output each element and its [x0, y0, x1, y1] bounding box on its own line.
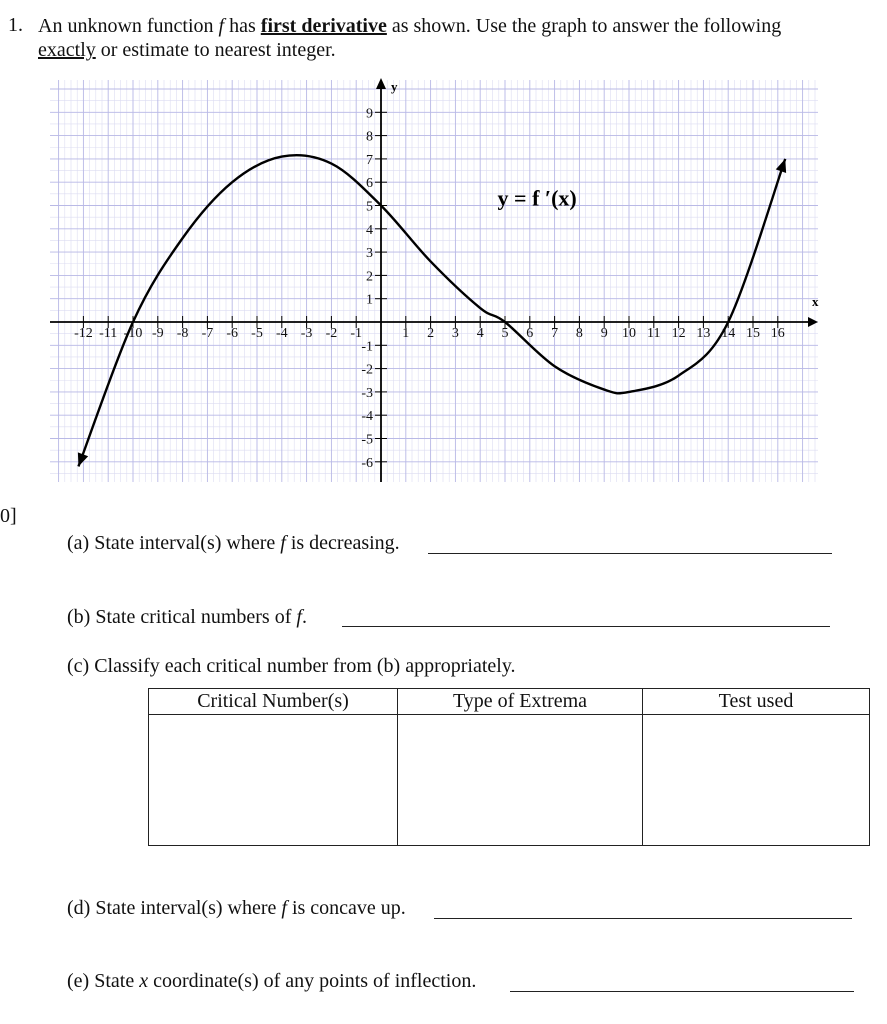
x-tick-label: 2 — [427, 326, 435, 341]
x-tick-label: 5 — [501, 326, 509, 341]
y-tick-label: 8 — [366, 129, 373, 145]
x-axis-title: x — [812, 294, 819, 309]
cell-test-used[interactable] — [643, 715, 870, 846]
x-tick-label: 8 — [575, 326, 583, 341]
part-b-function: f — [296, 606, 302, 628]
y-tick-label: 2 — [366, 269, 373, 285]
part-e-variable: x — [139, 970, 149, 992]
cell-type-of-extrema[interactable] — [398, 715, 643, 846]
prompt-function-name: f — [218, 15, 225, 37]
part-b-answer-line[interactable] — [342, 626, 830, 627]
prompt-intro-after: as shown. Use the graph to answer the following — [386, 15, 782, 37]
part-a-label: (a) — [67, 532, 90, 554]
y-tick-label: -3 — [361, 385, 373, 401]
x-tick-label: 10 — [622, 326, 636, 341]
y-tick-label: 5 — [366, 199, 373, 215]
x-tick-label: -9 — [151, 326, 164, 341]
x-axis-arrow — [808, 317, 818, 327]
x-tick-label: -5 — [251, 326, 263, 341]
x-tick-label: 12 — [671, 326, 686, 341]
part-c — [67, 655, 516, 678]
y-tick-label: 7 — [366, 152, 373, 168]
x-tick-label: 6 — [526, 326, 534, 341]
part-e — [67, 970, 476, 993]
y-tick-label: -5 — [361, 432, 373, 448]
grid-minor — [50, 80, 818, 482]
prompt-intro-before: An unknown function — [38, 15, 219, 37]
y-tick-labels — [361, 106, 373, 471]
part-a-answer-line[interactable] — [428, 553, 832, 554]
x-tick-label: -12 — [74, 326, 93, 341]
curve-arrow-right — [776, 159, 786, 173]
header-critical-numbers: Critical Number(s) — [149, 689, 398, 715]
x-tick-label: 15 — [746, 326, 760, 341]
part-e-text-after: coordinate(s) of any points of inflection. — [148, 970, 477, 992]
part-b — [67, 606, 307, 629]
header-test-used: Test used — [643, 689, 870, 715]
x-tick-label: 16 — [770, 326, 785, 341]
y-tick-label: 6 — [366, 176, 373, 192]
part-e-text-before: State — [94, 970, 140, 992]
prompt-first-derivative: first derivative — [260, 15, 387, 37]
part-e-answer-line[interactable] — [510, 991, 854, 992]
derivative-curve-path — [78, 152, 785, 466]
prompt-exactly: exactly — [38, 39, 96, 61]
part-c-text: Classify each critical number from (b) appropriately. — [94, 655, 516, 677]
curve-label: y = f ′(x) — [497, 185, 577, 211]
axes — [50, 78, 818, 482]
x-tick-label: 7 — [551, 326, 559, 341]
y-tick-label: -2 — [361, 362, 373, 378]
part-e-label: (e) — [67, 970, 90, 992]
part-a-text-after: is decreasing. — [285, 532, 400, 554]
part-c-label: (c) — [67, 655, 90, 677]
y-tick-label: -4 — [361, 409, 373, 425]
part-d-text-before: State interval(s) where — [95, 897, 282, 919]
x-tick-label: 4 — [476, 326, 484, 341]
cell-critical-numbers[interactable] — [149, 715, 398, 846]
y-tick-label: 9 — [366, 106, 373, 122]
part-d — [67, 897, 406, 920]
x-tick-label: -1 — [350, 326, 363, 341]
part-b-label: (b) — [67, 606, 91, 628]
x-tick-label: 1 — [402, 326, 410, 341]
part-a-function: f — [280, 532, 286, 554]
derivative-graph — [0, 0, 887, 500]
x-tick-label: -11 — [99, 326, 118, 341]
x-tick-labels — [74, 326, 785, 341]
margin-mark: 0] — [0, 505, 17, 527]
x-tick-label: -2 — [325, 326, 338, 341]
x-tick-label: 9 — [600, 326, 608, 341]
part-d-function: f — [281, 897, 287, 919]
x-tick-label: -7 — [201, 326, 214, 341]
grid-major — [50, 80, 818, 482]
part-b-text-before: State critical numbers of — [95, 606, 297, 628]
x-tick-label: -3 — [300, 326, 313, 341]
header-type-of-extrema: Type of Extrema — [398, 689, 643, 715]
x-tick-label: -10 — [123, 326, 143, 341]
x-tick-label: 3 — [451, 326, 459, 341]
y-tick-label: -1 — [361, 339, 373, 355]
x-tick-label: -8 — [176, 326, 189, 341]
part-d-text-after: is concave up. — [286, 897, 406, 919]
x-tick-label: 11 — [647, 326, 661, 341]
x-tick-label: -6 — [226, 326, 239, 341]
part-d-label: (d) — [67, 897, 91, 919]
prompt-has: has — [224, 15, 261, 37]
y-tick-label: 1 — [366, 292, 373, 308]
prompt-line2-after: or estimate to nearest integer. — [95, 39, 336, 61]
x-tick-label: -4 — [275, 326, 288, 341]
part-d-answer-line[interactable] — [434, 918, 852, 919]
part-a-text-before: State interval(s) where — [94, 532, 281, 554]
y-axis-title: y — [391, 79, 398, 94]
y-tick-label: 4 — [366, 222, 373, 238]
y-tick-label: -6 — [361, 455, 373, 471]
question-number: 1. — [8, 14, 23, 36]
part-a — [67, 532, 400, 555]
y-axis-arrow — [376, 78, 386, 89]
x-tick-label: 14 — [721, 326, 736, 341]
y-tick-label: 3 — [366, 246, 373, 262]
part-b-text-after: . — [301, 606, 307, 628]
derivative-curve — [78, 152, 786, 466]
x-tick-label: 13 — [696, 326, 711, 341]
critical-number-table — [148, 688, 870, 846]
